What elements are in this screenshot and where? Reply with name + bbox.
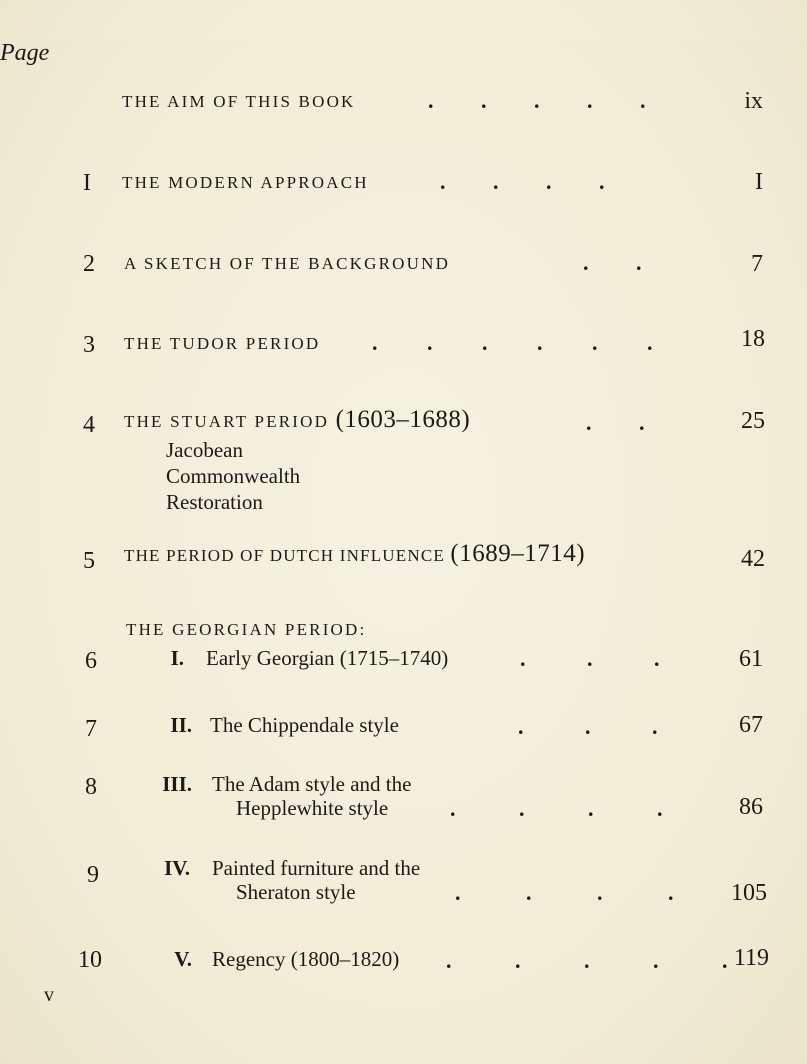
leader-dots: . . . [518, 714, 658, 739]
leader-dots: . . . . . . [372, 330, 653, 355]
leader-dots: . . . . [455, 880, 674, 905]
chapter-number: 2 [83, 251, 95, 277]
entry-title-continued: Hepplewhite style [236, 796, 389, 820]
page-folio: v [44, 984, 54, 1006]
leader-dots: . . [583, 250, 642, 275]
entry-title-line [124, 406, 470, 434]
subentry-restoration: Restoration [166, 490, 263, 514]
entry-title: Painted furniture and the [212, 856, 421, 880]
chapter-number: 8 [85, 774, 97, 800]
chapter-number: 10 [78, 947, 102, 973]
leader-dots: . . . . . [446, 948, 728, 973]
roman-numeral: IV. [164, 856, 190, 880]
leader-dots: . . . . [440, 169, 605, 194]
entry-title: THE STUART PERIOD [124, 412, 330, 431]
roman-numeral: III. [162, 772, 192, 796]
entry-title: The Adam style and the [212, 772, 412, 796]
chapter-number: 7 [85, 716, 97, 742]
entry-dates: (1689–1714) [450, 540, 586, 567]
leader-dots: . . . [520, 646, 660, 671]
page-column-header: Page [0, 40, 807, 1064]
roman-numeral: V. [174, 947, 192, 971]
leader-dots: . . . . . [428, 88, 646, 113]
entry-page: 86 [739, 794, 763, 820]
entry-title: THE TUDOR PERIOD [124, 334, 321, 353]
roman-numeral: II. [170, 713, 192, 737]
entry-page: 42 [741, 546, 765, 572]
subentry-commonwealth: Commonwealth [166, 464, 301, 488]
entry-title-line [124, 540, 585, 568]
entry-page: 67 [739, 712, 763, 738]
entry-title: THE MODERN APPROACH [122, 173, 369, 192]
chapter-number: 4 [83, 412, 95, 438]
entry-title: A SKETCH OF THE BACKGROUND [124, 254, 451, 273]
entry-title: THE AIM OF THIS BOOK [122, 92, 356, 111]
chapter-number: 6 [85, 648, 97, 674]
entry-page: 25 [741, 408, 765, 434]
entry-page: 7 [751, 251, 763, 277]
entry-title: THE PERIOD OF DUTCH INFLUENCE [124, 546, 445, 565]
georgian-section-heading: THE GEORGIAN PERIOD: [126, 620, 367, 639]
entry-title: The Chippendale style [210, 713, 399, 737]
leader-dots: . . [586, 410, 645, 435]
chapter-number: 3 [83, 332, 95, 358]
entry-page: ix [744, 88, 763, 114]
chapter-number: 5 [83, 548, 95, 574]
entry-title: Regency (1800–1820) [212, 947, 400, 971]
chapter-number: I [83, 170, 91, 196]
entry-page: 61 [739, 646, 763, 672]
chapter-number: 9 [87, 862, 99, 888]
entry-page: 119 [733, 945, 769, 971]
entry-dates: (1603–1688) [335, 406, 471, 433]
roman-numeral: I. [170, 646, 184, 670]
entry-page: 105 [731, 880, 767, 906]
entry-page: I [755, 169, 763, 195]
subentry-jacobean: Jacobean [166, 438, 243, 462]
entry-title-continued: Sheraton style [236, 880, 356, 904]
entry-title: Early Georgian (1715–1740) [206, 646, 449, 670]
entry-page: 18 [741, 326, 765, 352]
leader-dots: . . . . [450, 796, 663, 821]
